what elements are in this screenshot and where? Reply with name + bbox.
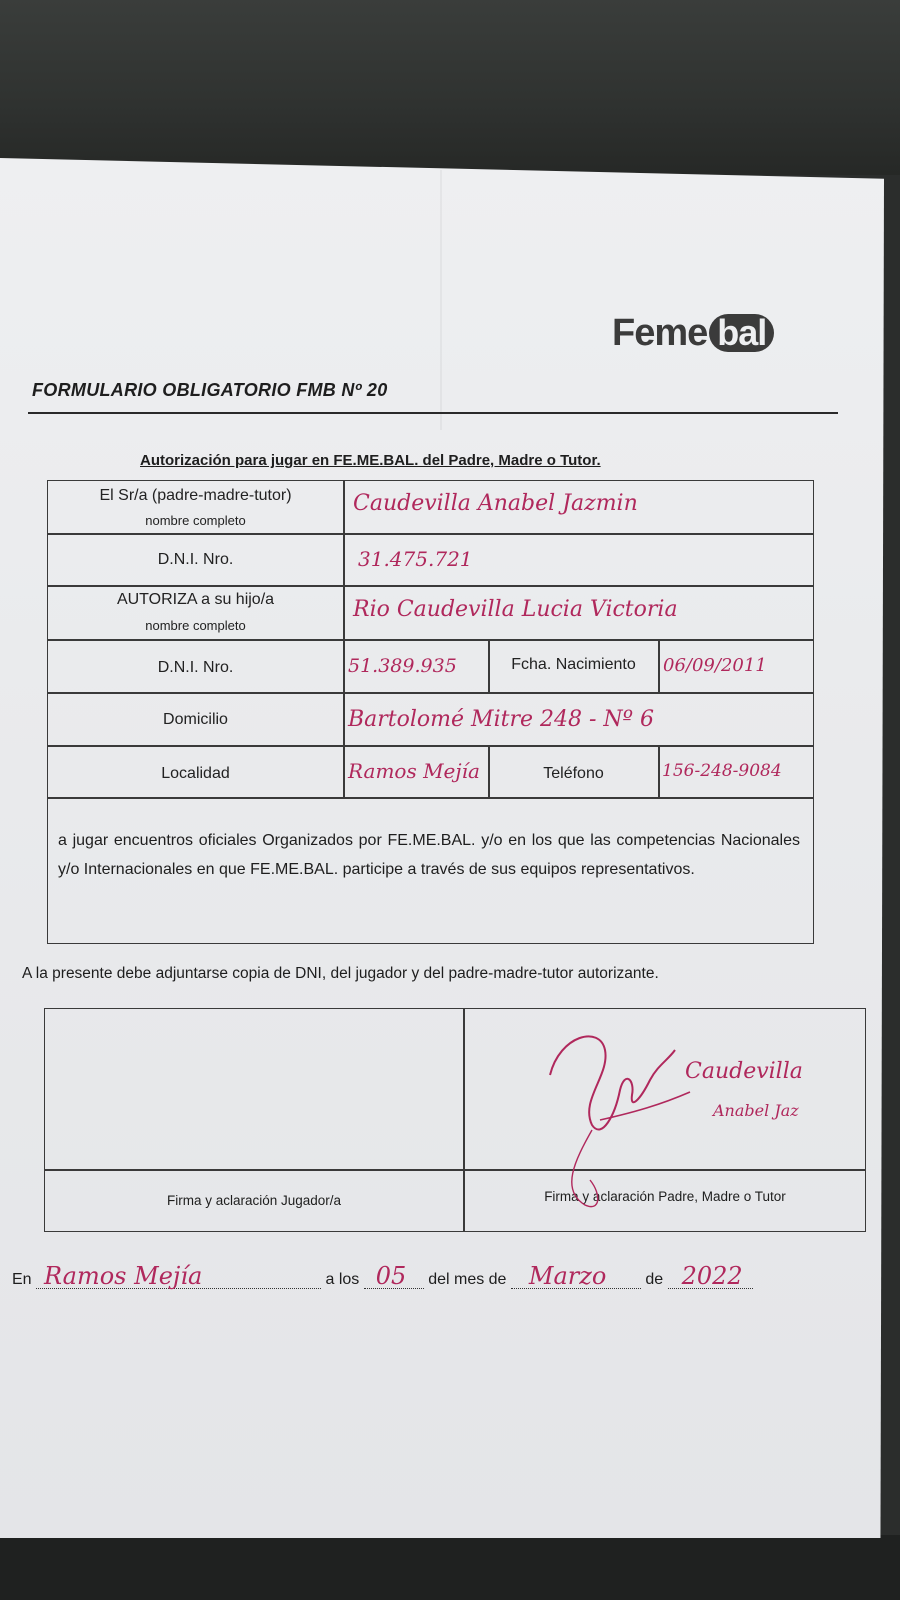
year-field	[668, 1262, 753, 1290]
month-value: Marzo	[528, 1262, 607, 1290]
row-divider	[48, 639, 813, 641]
form-title: FORMULARIO OBLIGATORIO FMB Nº 20	[32, 380, 388, 400]
background-bottom	[0, 1535, 900, 1600]
row-divider	[48, 745, 813, 747]
signature-table	[44, 1008, 866, 1232]
paper-fold	[440, 170, 442, 430]
col-divider	[658, 745, 660, 797]
locality-value: Ramos Mejía	[348, 759, 480, 783]
dni-label-parent: D.N.I. Nro.	[157, 551, 234, 568]
en-label: En	[12, 1271, 32, 1288]
row-divider	[48, 692, 813, 694]
autoriza-sublabel: nombre completo	[145, 618, 246, 633]
notice-text: A la presente debe adjuntarse copia de DNI, del jugador y del padre-madre-tutor autorizante.	[22, 965, 659, 982]
row-divider	[48, 797, 813, 799]
row-divider	[48, 533, 813, 535]
background-top	[0, 0, 900, 175]
parent-written-name-2: Anabel Jaz	[713, 1101, 799, 1120]
logo-badge: bal	[709, 314, 774, 352]
parent-signature-scribble	[540, 1020, 700, 1210]
form-subtitle: Autorización para jugar en FE.ME.BAL. del Padre, Madre o Tutor.	[140, 452, 601, 469]
player-signature-label: Firma y aclaración Jugador/a	[166, 1193, 342, 1208]
dni-child-value: 51.389.935	[348, 655, 457, 677]
parent-written-name: Caudevilla	[685, 1059, 803, 1084]
day-field	[364, 1262, 424, 1290]
de-label: de	[645, 1271, 664, 1288]
authorization-table	[47, 480, 814, 944]
birth-date-label: Fcha. Nacimiento	[511, 656, 636, 673]
phone-label: Teléfono	[543, 765, 604, 782]
birth-date-value: 06/09/2011	[663, 655, 767, 676]
col-divider	[658, 639, 660, 692]
mes-label: del mes de	[428, 1271, 507, 1288]
place-value: Ramos Mejía	[44, 1262, 203, 1290]
femebal-logo	[612, 312, 774, 355]
title-divider	[28, 412, 838, 414]
row-divider	[48, 585, 813, 587]
sig-row-divider	[45, 1169, 865, 1171]
logo-text: Feme	[612, 312, 708, 354]
parent-sublabel: nombre completo	[145, 513, 246, 528]
month-field	[511, 1262, 641, 1290]
a-los-label: a los	[325, 1271, 360, 1288]
locality-label: Localidad	[161, 765, 230, 782]
dni-label-child: D.N.I. Nro.	[157, 659, 234, 676]
child-name-value: Rio Caudevilla Lucia Victoria	[353, 597, 678, 622]
autoriza-label: AUTORIZA a su hijo/a	[116, 591, 275, 608]
parent-name-value: Caudevilla Anabel Jazmin	[353, 491, 638, 516]
col-divider	[343, 481, 345, 797]
year-value: 2022	[681, 1262, 743, 1290]
address-value: Bartolomé Mitre 248 - Nº 6	[348, 707, 654, 732]
day-value: 05	[375, 1262, 407, 1290]
phone-value: 156-248-9084	[662, 761, 782, 781]
authorization-body-text: a jugar encuentros oficiales Organizados por FE.ME.BAL. y/o en los que las competencias Nacionales y/o Internacionales en que FE.ME.BAL. participe a través de sus equipos representativos.	[58, 832, 800, 878]
place-field	[36, 1262, 321, 1290]
dni-parent-value: 31.475.721	[358, 547, 473, 571]
parent-signature-label: Firma y aclaración Padre, Madre o Tutor	[544, 1189, 786, 1204]
parent-label: El Sr/a (padre-madre-tutor)	[99, 487, 292, 504]
address-label: Domicilio	[163, 711, 228, 728]
date-place-line	[12, 1262, 753, 1290]
